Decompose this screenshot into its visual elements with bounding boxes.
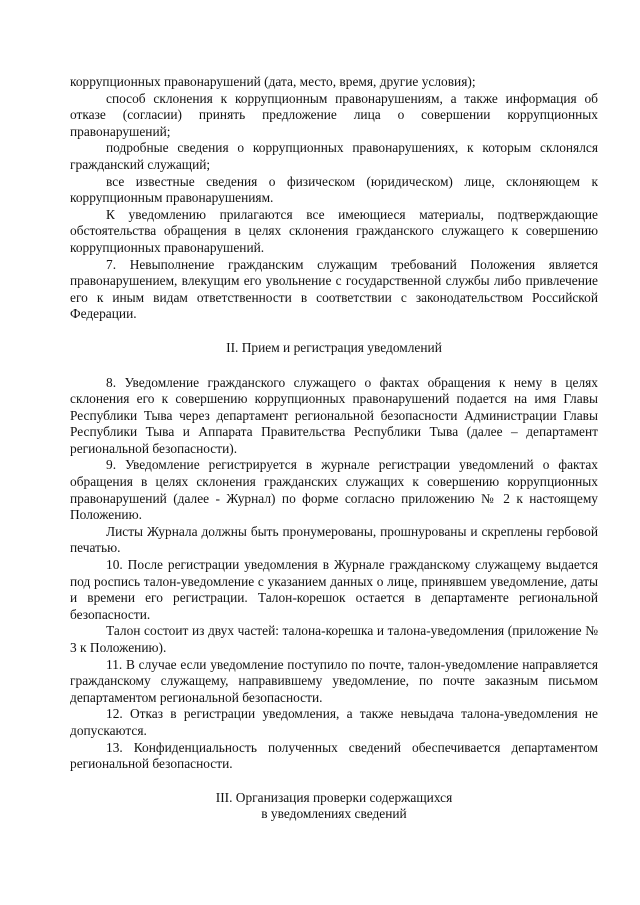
section-heading-line-2: в уведомлениях сведений	[261, 806, 407, 822]
paragraph: коррупционных правонарушений (дата, место, время, другие условия);	[70, 74, 476, 89]
paragraph: К уведомлению прилагаются все имеющиеся материалы, подтверждающие обстоятельства обращения в целях склонения гражданского служащего к совершению коррупционных правонарушений.	[70, 206, 598, 255]
spacer	[70, 773, 598, 790]
paragraph: Талон состоит из двух частей: талона-корешка и талона-уведомления (приложение № 3 к Положению).	[70, 623, 598, 655]
paragraph: 10. После регистрации уведомления в Журнале гражданскому служащему выдается под роспись талон-уведомление с указанием данных о лице, принявшем уведомление, даты и времени его регистрации. Талон-корешок остается в департаменте региональной безопасности.	[70, 557, 598, 622]
paragraph: подробные сведения о коррупционных правонарушениях, к которым склонялся гражданский служащий;	[70, 140, 598, 172]
paragraph: 7. Невыполнение гражданским служащим требований Положения является правонарушением, влекущим его увольнение с государственной службы либо привлечение его к иным видам ответственности в соответствии с законодательством Российской Федерации.	[70, 256, 598, 322]
paragraph: 8. Уведомление гражданского служащего о фактах обращения к нему в целях склонения его к совершению коррупционных правонарушений подается на имя Главы Республики Тыва через департамент региональной безопасности Администрации Главы Республики Тыва и Аппарата Правительства Республики Тыва (далее – департамент региональной безопасности).	[70, 374, 598, 456]
section-heading: II. Прием и регистрация уведомлений	[226, 339, 442, 355]
paragraph: 11. В случае если уведомление поступило по почте, талон-уведомление направляется гражданскому служащему, направившему уведомление, по почте заказным письмом департаментом региональной безопасности.	[70, 656, 598, 705]
paragraph: все известные сведения о физическом (юридическом) лице, склоняющем к коррупционным правонарушениям.	[70, 173, 598, 206]
document-page	[70, 74, 598, 823]
paragraph: 9. Уведомление регистрируется в журнале регистрации уведомлений о фактах обращения в целях склонения гражданских служащих к совершению коррупционных правонарушений (далее - Журнал) по форме согласно приложению № 2 к настоящему Положению.	[70, 457, 598, 523]
paragraph: способ склонения к коррупционным правонарушениям, а также информация об отказе (согласии) принять предложение лица о совершении коррупционных правонарушений;	[70, 90, 598, 139]
paragraph: 13. Конфиденциальность полученных сведений обеспечивается департаментом региональной безопасности.	[70, 739, 598, 772]
paragraph: Листы Журнала должны быть пронумерованы, прошнурованы и скреплены гербовой печатью.	[70, 523, 598, 556]
paragraph: 12. Отказ в регистрации уведомления, а также невыдача талона-уведомления не допускаются.	[70, 706, 598, 738]
section-heading-line-1: III. Организация проверки содержащихся	[215, 789, 453, 805]
spacer	[70, 323, 598, 340]
spacer	[70, 357, 598, 375]
